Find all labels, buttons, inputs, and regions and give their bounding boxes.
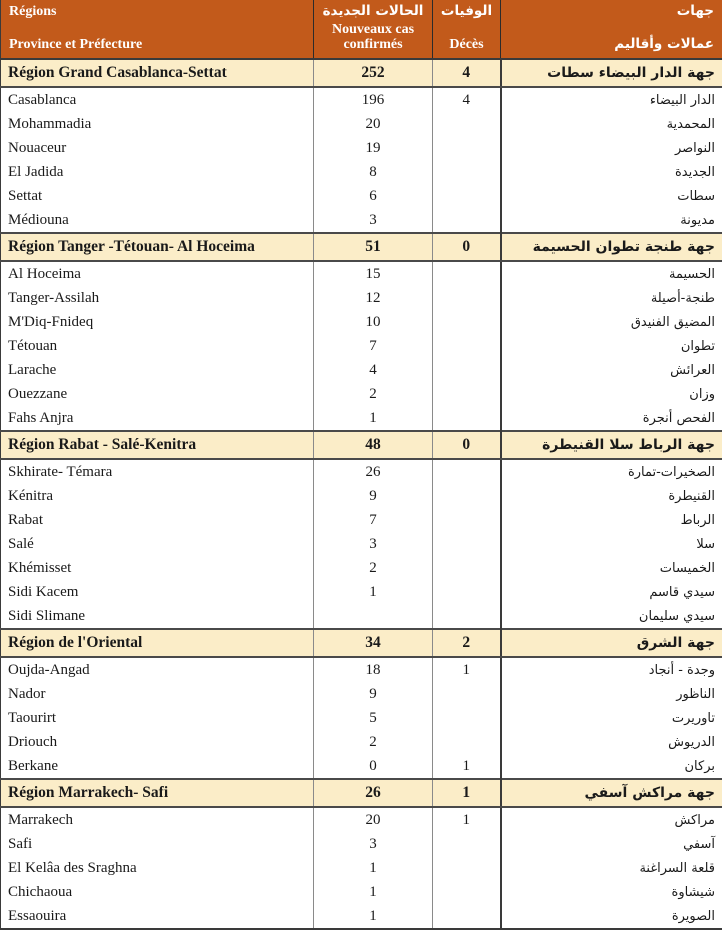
table-row: [1, 358, 722, 382]
province-name-cell: Skhirate- Témara: [1, 459, 314, 484]
table-row: [1, 310, 722, 334]
new-cases-cell: 12: [314, 286, 433, 310]
deaths-cell: 4: [433, 87, 501, 112]
new-cases-cell: 8: [314, 160, 433, 184]
table-row: [1, 136, 722, 160]
new-cases-cell: 4: [314, 358, 433, 382]
province-name-arabic-cell: الخميسات: [501, 556, 722, 580]
new-cases-cell: 2: [314, 382, 433, 406]
province-name-arabic-cell: العرائش: [501, 358, 722, 382]
province-name-cell: Mohammadia: [1, 112, 314, 136]
new-cases-cell: 1: [314, 856, 433, 880]
province-name-arabic-cell: الحسيمة: [501, 261, 722, 286]
region-new-cases-cell: 51: [314, 233, 433, 261]
region-name-arabic-cell: جهة طنجة تطوان الحسيمة: [501, 233, 722, 261]
deaths-cell: [433, 682, 501, 706]
table-row: [1, 657, 722, 682]
deaths-cell: [433, 730, 501, 754]
new-cases-cell: 3: [314, 832, 433, 856]
new-cases-cell: 1: [314, 406, 433, 431]
province-name-cell: Essaouira: [1, 904, 314, 929]
deaths-cell: [433, 832, 501, 856]
region-name-cell: Région Marrakech- Safi: [1, 779, 314, 807]
deaths-cell: [433, 604, 501, 629]
province-name-cell: Kénitra: [1, 484, 314, 508]
table-row: [1, 832, 722, 856]
region-name-cell: Région de l'Oriental: [1, 629, 314, 657]
new-cases-cell: 1: [314, 580, 433, 604]
deaths-cell: [433, 880, 501, 904]
province-name-arabic-cell: الناظور: [501, 682, 722, 706]
table-row: [1, 604, 722, 629]
province-name-arabic-cell: المضيق الفنيدق: [501, 310, 722, 334]
table-row: [1, 334, 722, 358]
province-name-arabic-cell: المحمدية: [501, 112, 722, 136]
deaths-cell: [433, 706, 501, 730]
province-name-arabic-cell: الدريوش: [501, 730, 722, 754]
province-name-cell: Settat: [1, 184, 314, 208]
region-name-arabic-cell: جهة مراكش آسفي: [501, 779, 722, 807]
new-cases-cell: 7: [314, 508, 433, 532]
region-deaths-cell: 4: [433, 59, 501, 87]
table-row: [1, 184, 722, 208]
province-name-arabic-cell: مديونة: [501, 208, 722, 233]
deaths-cell: [433, 556, 501, 580]
column-header-regions-arabic: [501, 0, 722, 59]
province-name-arabic-cell: سيدي قاسم: [501, 580, 722, 604]
province-name-arabic-cell: آسفي: [501, 832, 722, 856]
table-row: [1, 261, 722, 286]
province-name-cell: Taourirt: [1, 706, 314, 730]
deaths-cell: [433, 580, 501, 604]
region-name-cell: Région Tanger -Tétouan- Al Hoceima: [1, 233, 314, 261]
province-name-cell: Nouaceur: [1, 136, 314, 160]
new-cases-cell: 9: [314, 484, 433, 508]
table-row: [1, 706, 722, 730]
province-name-cell: M'Diq-Fnideq: [1, 310, 314, 334]
column-header-regions-arabic-line1: جهات: [509, 4, 714, 20]
new-cases-cell: 20: [314, 112, 433, 136]
table-row: [1, 904, 722, 929]
deaths-cell: [433, 136, 501, 160]
deaths-cell: [433, 208, 501, 233]
province-name-cell: Salé: [1, 532, 314, 556]
province-name-cell: Marrakech: [1, 807, 314, 832]
column-header-new-cases: [314, 0, 433, 59]
deaths-cell: [433, 382, 501, 406]
new-cases-cell: 20: [314, 807, 433, 832]
province-name-arabic-cell: قلعة السراغنة: [501, 856, 722, 880]
province-name-cell: Safi: [1, 832, 314, 856]
table-row: [1, 754, 722, 779]
province-name-arabic-cell: الفحص أنجرة: [501, 406, 722, 431]
column-header-new-cases-french: Nouveaux cas confirmés: [316, 22, 430, 53]
province-name-cell: El Kelâa des Sraghna: [1, 856, 314, 880]
new-cases-cell: 2: [314, 730, 433, 754]
new-cases-cell: [314, 604, 433, 629]
province-name-arabic-cell: سلا: [501, 532, 722, 556]
deaths-cell: [433, 286, 501, 310]
region-summary-row: [1, 59, 722, 87]
new-cases-cell: 15: [314, 261, 433, 286]
deaths-cell: [433, 334, 501, 358]
table-row: [1, 580, 722, 604]
column-header-regions-arabic-line2: عمالات وأقاليم: [509, 37, 714, 53]
new-cases-cell: 9: [314, 682, 433, 706]
new-cases-cell: 5: [314, 706, 433, 730]
deaths-cell: 1: [433, 754, 501, 779]
region-new-cases-cell: 26: [314, 779, 433, 807]
region-name-arabic-cell: جهة الرباط سلا القنيطرة: [501, 431, 722, 459]
deaths-cell: 1: [433, 807, 501, 832]
province-name-cell: Berkane: [1, 754, 314, 779]
deaths-cell: [433, 484, 501, 508]
column-header-deaths-french: Décès: [435, 37, 498, 53]
table-row: [1, 807, 722, 832]
new-cases-cell: 3: [314, 532, 433, 556]
province-name-arabic-cell: الدار البيضاء: [501, 87, 722, 112]
province-name-cell: Casablanca: [1, 87, 314, 112]
new-cases-cell: 3: [314, 208, 433, 233]
table-row: [1, 160, 722, 184]
region-summary-row: [1, 431, 722, 459]
region-summary-row: [1, 629, 722, 657]
province-name-cell: Rabat: [1, 508, 314, 532]
column-header-province: [1, 0, 314, 59]
table-row: [1, 382, 722, 406]
province-name-cell: Al Hoceima: [1, 261, 314, 286]
column-header-province-line1: Régions: [9, 4, 305, 20]
province-name-arabic-cell: شيشاوة: [501, 880, 722, 904]
province-name-arabic-cell: وجدة - أنجاد: [501, 657, 722, 682]
deaths-cell: [433, 856, 501, 880]
new-cases-cell: 2: [314, 556, 433, 580]
region-name-arabic-cell: جهة الدار البيضاء سطات: [501, 59, 722, 87]
table-row: [1, 286, 722, 310]
province-name-cell: Nador: [1, 682, 314, 706]
province-name-arabic-cell: وزان: [501, 382, 722, 406]
province-name-arabic-cell: سطات: [501, 184, 722, 208]
deaths-cell: [433, 406, 501, 431]
table-row: [1, 406, 722, 431]
province-name-cell: Oujda-Angad: [1, 657, 314, 682]
province-name-arabic-cell: مراكش: [501, 807, 722, 832]
column-header-new-cases-arabic: الحالات الجديدة: [316, 4, 430, 20]
province-name-cell: Chichaoua: [1, 880, 314, 904]
region-summary-row: [1, 779, 722, 807]
deaths-cell: [433, 261, 501, 286]
new-cases-cell: 1: [314, 880, 433, 904]
table-row: [1, 730, 722, 754]
province-name-cell: El Jadida: [1, 160, 314, 184]
table-row: [1, 484, 722, 508]
deaths-cell: [433, 160, 501, 184]
table-row: [1, 556, 722, 580]
province-name-arabic-cell: سيدي سليمان: [501, 604, 722, 629]
province-name-arabic-cell: الرباط: [501, 508, 722, 532]
new-cases-cell: 0: [314, 754, 433, 779]
deaths-cell: [433, 112, 501, 136]
deaths-cell: 1: [433, 657, 501, 682]
table-row: [1, 856, 722, 880]
province-name-cell: Médiouna: [1, 208, 314, 233]
region-new-cases-cell: 48: [314, 431, 433, 459]
table-row: [1, 508, 722, 532]
deaths-cell: [433, 532, 501, 556]
table-header: [1, 0, 722, 59]
deaths-cell: [433, 508, 501, 532]
region-name-arabic-cell: جهة الشرق: [501, 629, 722, 657]
province-name-cell: Sidi Slimane: [1, 604, 314, 629]
region-name-cell: Région Grand Casablanca-Settat: [1, 59, 314, 87]
province-name-cell: Tanger-Assilah: [1, 286, 314, 310]
region-deaths-cell: 0: [433, 431, 501, 459]
new-cases-cell: 196: [314, 87, 433, 112]
table-row: [1, 112, 722, 136]
province-name-cell: Sidi Kacem: [1, 580, 314, 604]
new-cases-cell: 1: [314, 904, 433, 929]
column-header-deaths-arabic: الوفيات: [435, 4, 498, 20]
region-new-cases-cell: 34: [314, 629, 433, 657]
table-row: [1, 880, 722, 904]
province-name-cell: Driouch: [1, 730, 314, 754]
deaths-cell: [433, 459, 501, 484]
province-name-arabic-cell: الصويرة: [501, 904, 722, 929]
province-name-cell: Khémisset: [1, 556, 314, 580]
region-deaths-cell: 2: [433, 629, 501, 657]
region-deaths-cell: 0: [433, 233, 501, 261]
table-row: [1, 208, 722, 233]
deaths-cell: [433, 904, 501, 929]
deaths-cell: [433, 358, 501, 382]
table-body: [1, 59, 722, 929]
province-name-cell: Tétouan: [1, 334, 314, 358]
new-cases-cell: 18: [314, 657, 433, 682]
province-name-arabic-cell: القنيطرة: [501, 484, 722, 508]
province-name-arabic-cell: النواصر: [501, 136, 722, 160]
new-cases-cell: 26: [314, 459, 433, 484]
new-cases-cell: 19: [314, 136, 433, 160]
new-cases-cell: 7: [314, 334, 433, 358]
column-header-deaths: [433, 0, 501, 59]
province-name-arabic-cell: بركان: [501, 754, 722, 779]
region-new-cases-cell: 252: [314, 59, 433, 87]
new-cases-cell: 6: [314, 184, 433, 208]
new-cases-cell: 10: [314, 310, 433, 334]
column-header-province-line2: Province et Préfecture: [9, 37, 305, 53]
province-name-arabic-cell: الجديدة: [501, 160, 722, 184]
region-deaths-cell: 1: [433, 779, 501, 807]
province-name-cell: Ouezzane: [1, 382, 314, 406]
table-row: [1, 532, 722, 556]
province-name-cell: Fahs Anjra: [1, 406, 314, 431]
table-row: [1, 682, 722, 706]
province-name-arabic-cell: تطوان: [501, 334, 722, 358]
region-summary-row: [1, 233, 722, 261]
province-name-arabic-cell: تاوريرت: [501, 706, 722, 730]
deaths-cell: [433, 310, 501, 334]
table-row: [1, 87, 722, 112]
region-name-cell: Région Rabat - Salé-Kenitra: [1, 431, 314, 459]
province-name-arabic-cell: الصخيرات-تمارة: [501, 459, 722, 484]
table-row: [1, 459, 722, 484]
province-name-cell: Larache: [1, 358, 314, 382]
header-row: [1, 0, 722, 59]
deaths-cell: [433, 184, 501, 208]
province-name-arabic-cell: طنجة-أصيلة: [501, 286, 722, 310]
